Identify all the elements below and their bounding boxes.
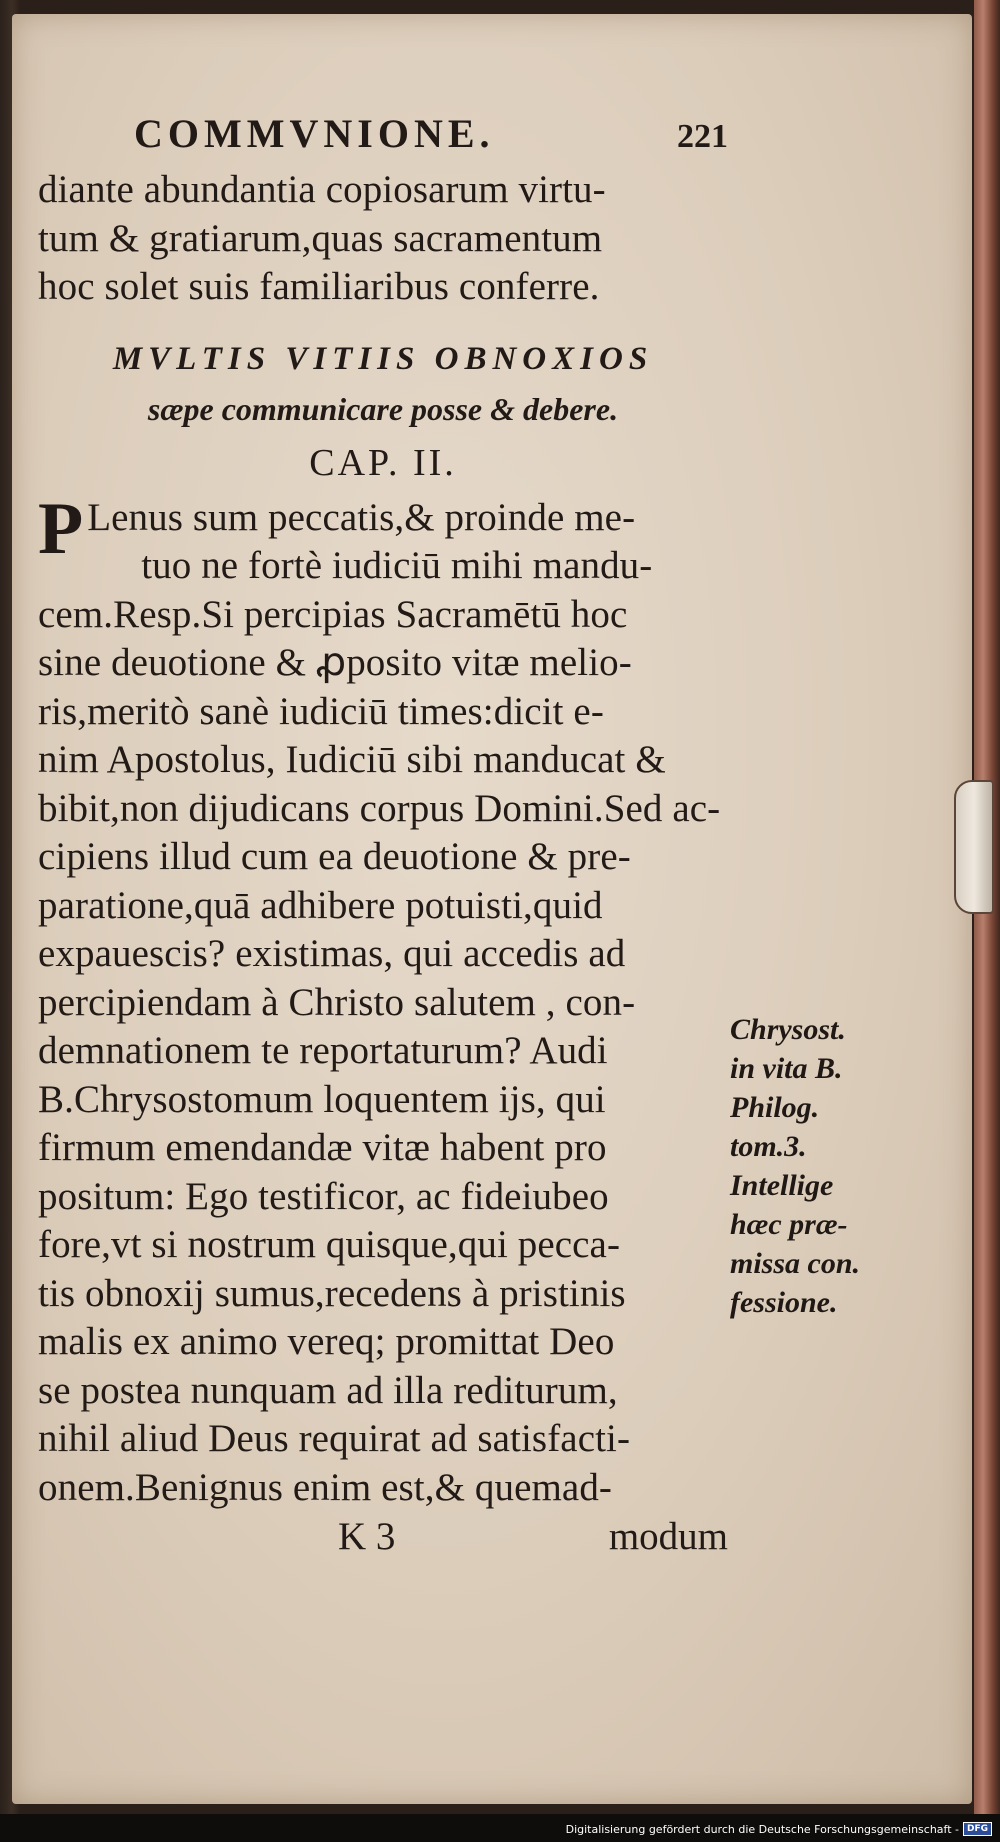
- text-line: cem.Resp.Si percipias Sacramētū hoc: [38, 592, 628, 636]
- text-line: fore,vt si nostrum quisque,qui pecca-: [38, 1223, 621, 1266]
- catchword: modum: [608, 1515, 728, 1558]
- text-line: ris,meritò sanè iudiciū times:dicit e-: [38, 689, 604, 733]
- text-line: malis ex animo vereq; promittat Deo: [38, 1320, 615, 1363]
- margin-note: Chrysost.: [730, 1013, 846, 1046]
- chapter-label: CAP. II.: [309, 441, 457, 484]
- margin-note: Intellige: [730, 1169, 834, 1202]
- opening-paragraph: [38, 487, 728, 591]
- text-line: percipiendam à Christo salutem , con-: [38, 980, 636, 1024]
- margin-note: tom.3.: [730, 1130, 807, 1163]
- book-clasp: [954, 780, 994, 914]
- drop-cap-lines: [87, 494, 652, 591]
- signature-mark: K 3: [338, 1515, 396, 1558]
- running-title: COMMVNIONE.: [134, 111, 495, 156]
- text-line: B.Chrysostomum loquentem ijs, qui: [38, 1077, 606, 1121]
- margin-note: in vita B.: [730, 1052, 843, 1085]
- text-line: diante abundantia copiosarum virtu-: [38, 168, 606, 211]
- margin-notes: [730, 1010, 890, 1322]
- text-line: positum: Ego testificor, ac fideiubeo: [38, 1174, 609, 1218]
- margin-note: Philog.: [730, 1091, 820, 1124]
- body-text: [38, 591, 728, 1513]
- text-line: sine deuotione & ꝓposito vitæ melio-: [38, 641, 632, 684]
- page-text: [38, 110, 728, 1562]
- text-line: tis obnoxij sumus,recedens à pristinis: [38, 1271, 626, 1315]
- book-edge: [974, 0, 1000, 1842]
- catchline: [38, 1512, 728, 1562]
- margin-note: fessione.: [730, 1286, 838, 1319]
- page-number: 221: [677, 118, 728, 155]
- text-line: demnationem te reportaturum? Audi: [38, 1029, 608, 1072]
- text-line: expauescis? existimas, qui accedis ad: [38, 932, 626, 975]
- text-line: tum & gratiarum,quas sacramentum: [38, 216, 603, 260]
- running-head: [38, 110, 728, 166]
- margin-note: hæc præ-: [730, 1208, 848, 1241]
- text-line: cipiens illud cum ea deuotione & pre-: [38, 835, 631, 878]
- credit-text: Digitalisierung gefördert durch die Deutsche Forschungsgemeinschaft -: [565, 1822, 959, 1836]
- text-line: onem.Benignus enim est,& quemad-: [38, 1465, 613, 1509]
- text-line: se postea nunquam ad illa rediturum,: [38, 1368, 618, 1412]
- dfg-logo: DFG: [963, 1822, 992, 1836]
- text-line: nihil aliud Deus requirat ad satisfacti-: [38, 1417, 631, 1460]
- section-subheading: sæpe communicare posse & debere.: [147, 390, 619, 427]
- text-line: bibit,non dijudicans corpus Domini.Sed ac-: [38, 786, 721, 830]
- footer-bar: [0, 1814, 1000, 1842]
- drop-cap: P: [38, 487, 84, 570]
- text-line: hoc solet suis familiaribus conferre.: [38, 265, 600, 308]
- text-line: paratione,quā adhibere potuisti,quid: [38, 883, 603, 927]
- text-line: firmum emendandæ vitæ habent pro: [38, 1126, 607, 1169]
- text-line: tuo ne fortè iudiciū mihi mandu-: [141, 544, 653, 587]
- text-line: nim Apostolus, Iudiciū sibi manducat &: [38, 738, 666, 781]
- text-line: Lenus sum peccatis,& proinde me-: [87, 495, 636, 539]
- funding-credit: [566, 1822, 992, 1836]
- margin-note: missa con.: [730, 1247, 861, 1280]
- section-heading: MVLTIS VITIIS OBNOXIOS: [112, 340, 654, 377]
